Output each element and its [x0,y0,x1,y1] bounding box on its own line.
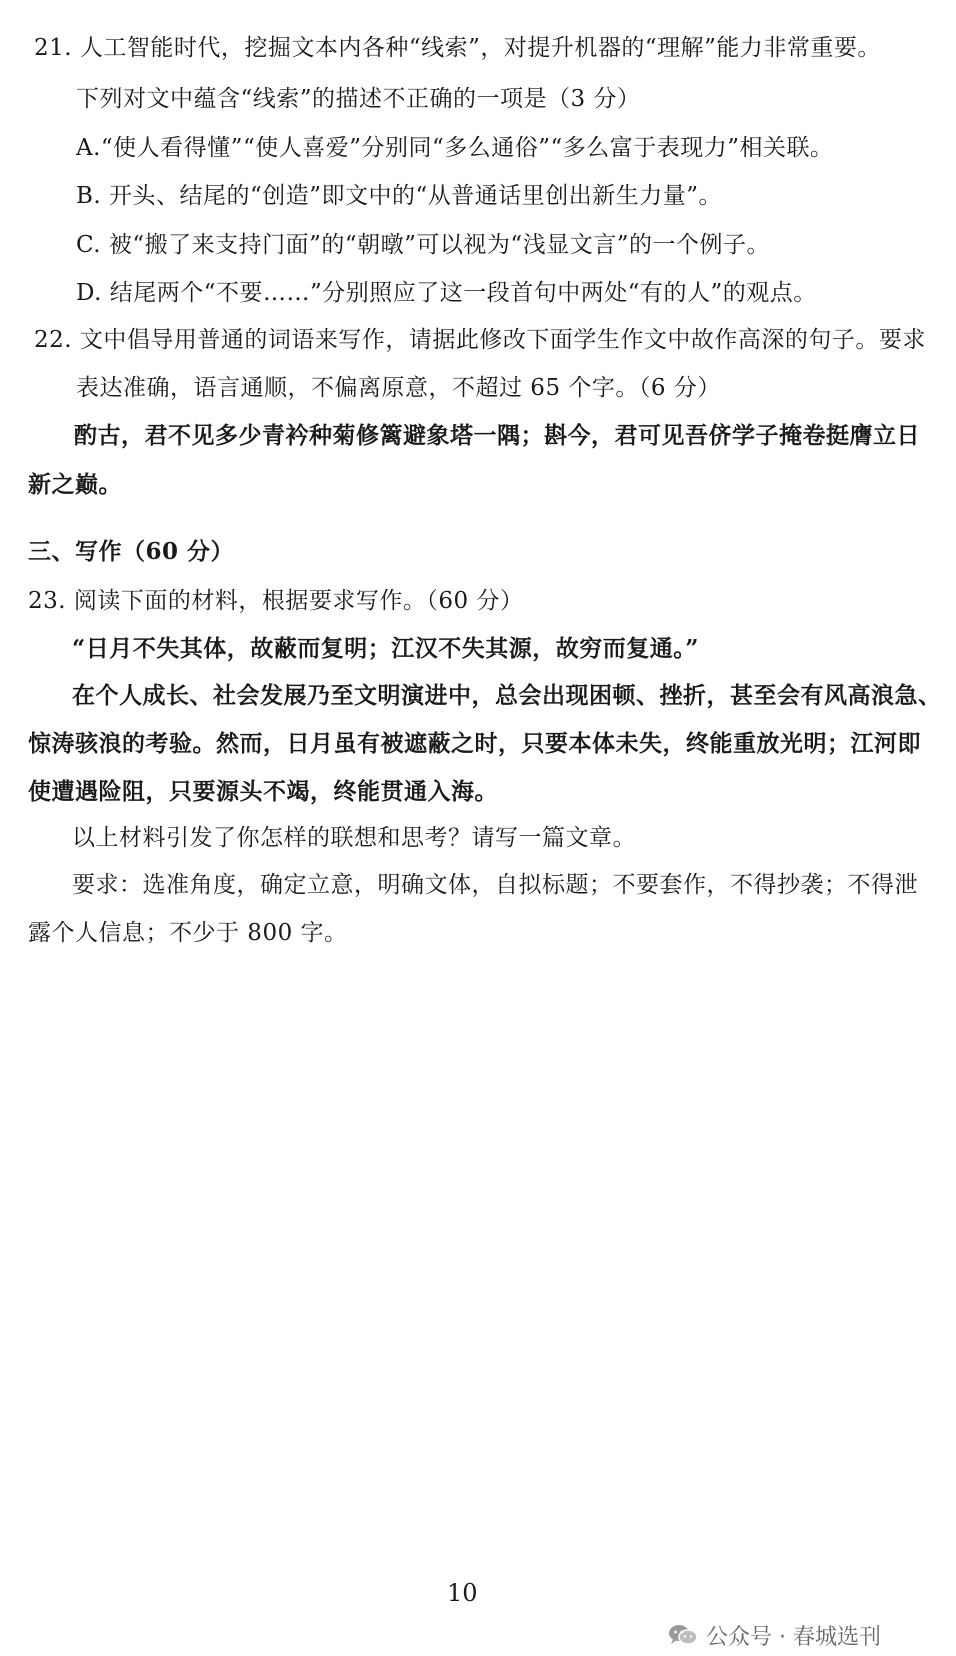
q21-stem-line2: 下列对文中蕴含“线索”的描述不正确的一项是（3 分） [76,86,641,112]
q23-requirements-line1: 要求：选准角度，确定立意，明确文体，自拟标题；不要套作，不得抄袭；不得泄 [72,872,918,898]
q23-quote: “日月不失其体，故蔽而复明；江汉不失其源，故穷而复通。” [72,635,699,662]
q21-stem-line1: 21. 人工智能时代，挖掘文本内各种“线索”，对提升机器的“理解”能力非常重要。 [34,35,881,61]
q22-sentence-line2: 新之巅。 [28,471,122,498]
section-writing-heading: 三、写作（60 分） [28,538,235,565]
q21-option-b: B. 开头、结尾的“创造”即文中的“从普通话里创出新生力量”。 [76,183,723,209]
q21-option-c: C. 被“搬了来支持门面”的“朝暾”可以视为“浅显文言”的一个例子。 [76,232,770,258]
q23-para1-line3: 使遭遇险阻，只要源头不竭，终能贯通入海。 [28,778,498,805]
q21-option-d: D. 结尾两个“不要……”分别照应了这一段首句中两处“有的人”的观点。 [76,280,817,306]
q23-para1-line2: 惊涛骇浪的考验。然而，日月虽有被遮蔽之时，只要本体未失，终能重放光明；江河即 [28,730,921,757]
q21-option-a: A.“使人看得懂”“使人喜爱”分别同“多么通俗”“多么富于表现力”相关联。 [76,135,834,161]
q22-sentence-line1: 酌古，君不见多少青衿种菊修篱避象塔一隅；斟今，君可见吾侪学子掩卷挺膺立日 [74,422,920,449]
wechat-icon [668,1623,698,1647]
q22-stem-line1: 22. 文中倡导用普通的词语来写作，请据此修改下面学生作文中故作高深的句子。要求 [34,327,926,353]
q23-requirements-line2: 露个人信息；不少于 800 字。 [28,920,348,946]
q23-para1-line1: 在个人成长、社会发展乃至文明演进中，总会出现困顿、挫折，甚至会有风高浪急、 [72,682,942,709]
q23-para2: 以上材料引发了你怎样的联想和思考？请写一篇文章。 [72,825,636,851]
q22-stem-line2: 表达准确，语言通顺，不偏离原意，不超过 65 个字。（6 分） [76,375,721,401]
q23-stem: 23. 阅读下面的材料，根据要求写作。（60 分） [28,588,524,614]
page-number: 10 [447,1579,478,1607]
watermark-text: 公众号 · 春城选刊 [706,1624,881,1650]
watermark [668,1618,881,1652]
